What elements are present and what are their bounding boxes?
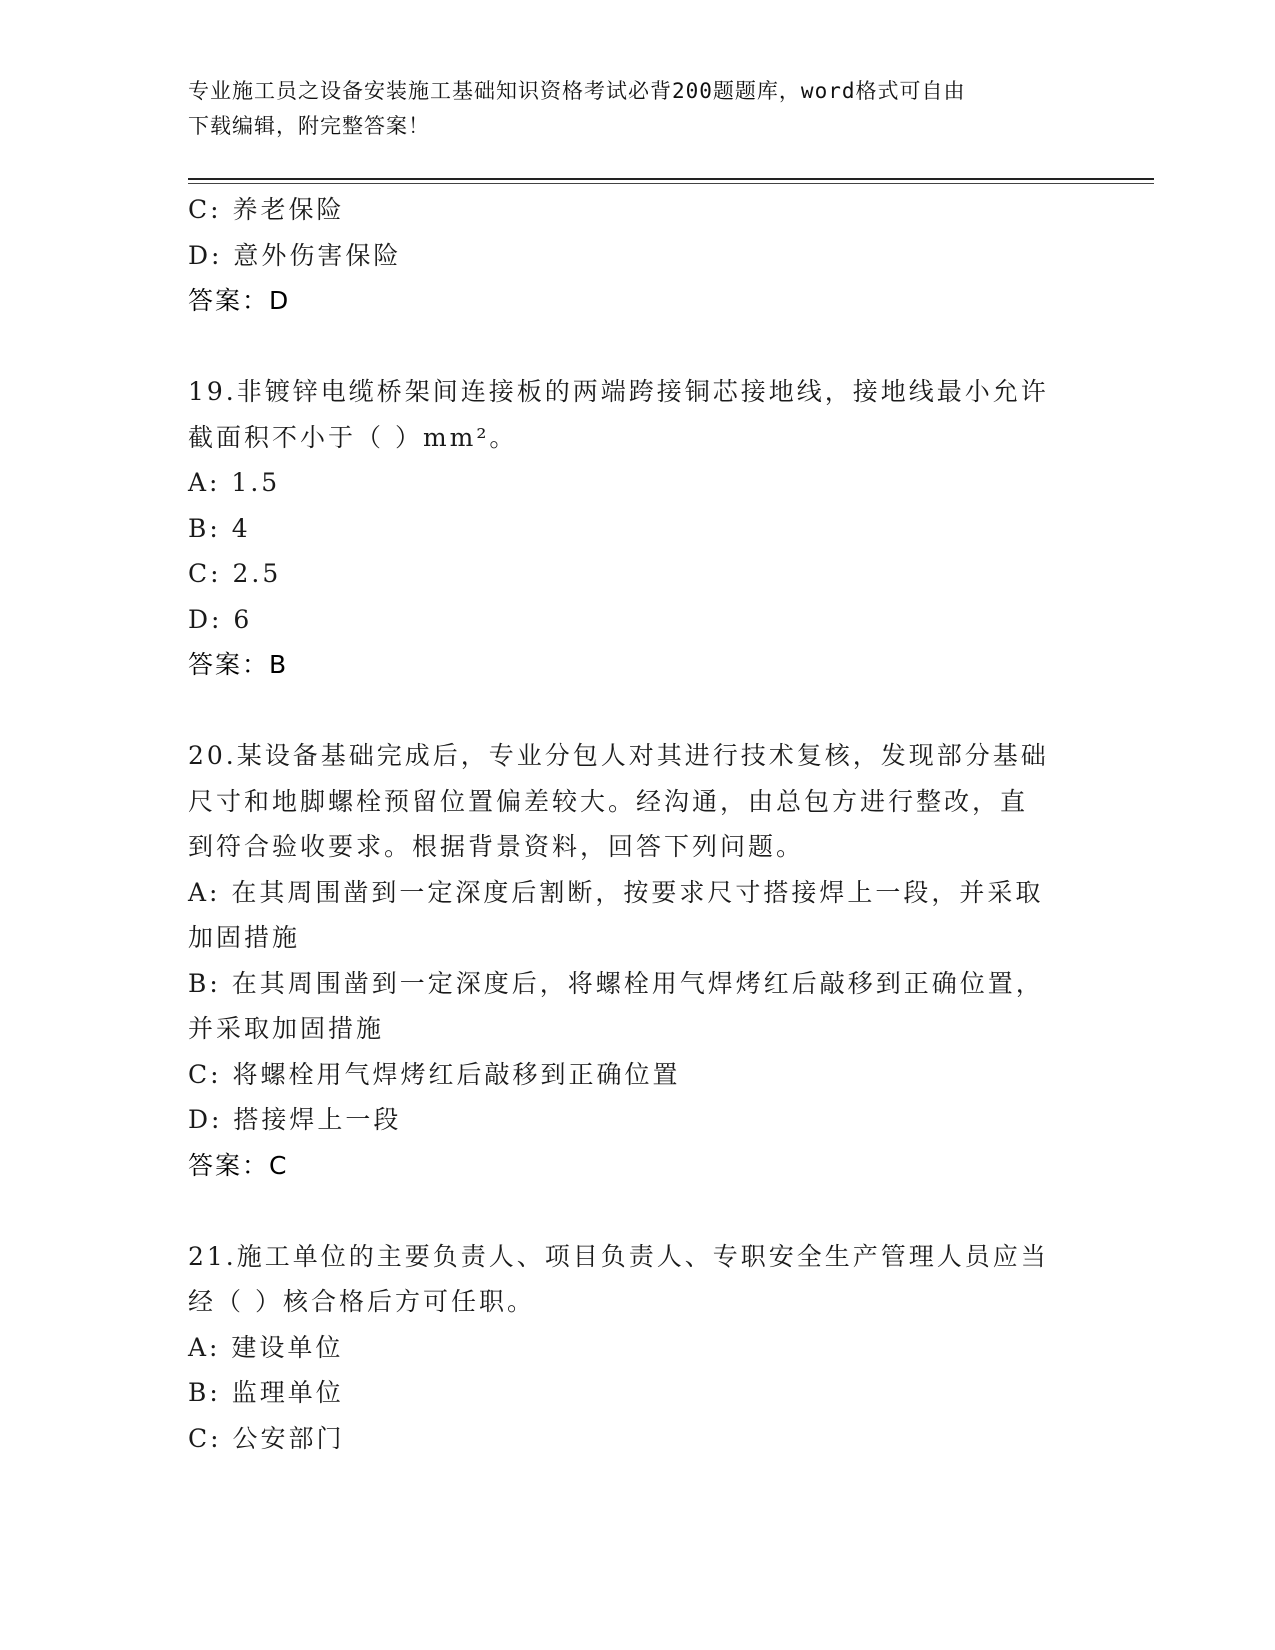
question-21-text-line-1: 21.施工单位的主要负责人、项目负责人、专职安全生产管理人员应当 [188, 1241, 1049, 1271]
question-content [188, 187, 1088, 1461]
option-d: D: 6 [188, 604, 253, 634]
prev-question-block [188, 187, 1088, 324]
question-20-block [188, 733, 1088, 1188]
answer-line: 答案：B [188, 650, 289, 679]
question-19-block [188, 369, 1088, 688]
question-20-text-line-2: 尺寸和地脚螺栓预留位置偏差较大。经沟通，由总包方进行整改，直 [188, 786, 1029, 816]
option-c: C: 公安部门 [188, 1423, 345, 1453]
header-line-2: 下载编辑，附完整答案！ [188, 114, 430, 138]
question-19-text-line-1: 19.非镀锌电缆桥架间连接板的两端跨接铜芯接地线，接地线最小允许 [188, 377, 1049, 406]
answer-line: 答案：C [188, 1150, 289, 1180]
option-a-line-1: A: 在其周围凿到一定深度后割断，按要求尺寸搭接焊上一段，并采取 [188, 877, 1044, 907]
question-20-text-line-1: 20.某设备基础完成后，专业分包人对其进行技术复核，发现部分基础 [188, 741, 1049, 770]
option-b-line-2: 并采取加固措施 [188, 1014, 385, 1043]
question-spacer [188, 688, 1088, 734]
question-spacer [188, 1188, 1088, 1234]
option-b-line-1: B: 在其周围凿到一定深度后，将螺栓用气焊烤红后敲移到正确位置， [188, 968, 1044, 998]
answer-line: 答案：D [188, 286, 291, 315]
question-21-text-line-2: 经（ ）核合格后方可任职。 [188, 1287, 535, 1316]
header-line-1: 专业施工员之设备安装施工基础知识资格考试必背200题题库，word格式可自由 [188, 79, 966, 103]
option-b: B: 4 [188, 513, 251, 543]
question-20-text-line-3: 到符合验收要求。根据背景资料，回答下列问题。 [188, 832, 805, 861]
option-a: A: 1.5 [188, 468, 281, 497]
header-divider-thin [188, 183, 1154, 184]
option-a-line-2: 加固措施 [188, 923, 301, 952]
option-c: C: 2.5 [188, 559, 282, 588]
question-spacer [188, 324, 1088, 370]
document-header [188, 74, 1068, 144]
option-d: D: 搭接焊上一段 [188, 1105, 402, 1134]
option-d: D: 意外伤害保险 [188, 240, 402, 270]
question-19-text-line-2: 截面积不小于（ ）mm²。 [188, 422, 518, 452]
option-c: C: 将螺栓用气焊烤红后敲移到正确位置 [188, 1059, 681, 1089]
question-21-block [188, 1234, 1088, 1462]
option-c: C: 养老保险 [188, 195, 345, 224]
option-b: B: 监理单位 [188, 1378, 344, 1407]
header-divider-thick [188, 178, 1154, 180]
option-a: A: 建设单位 [188, 1332, 344, 1362]
